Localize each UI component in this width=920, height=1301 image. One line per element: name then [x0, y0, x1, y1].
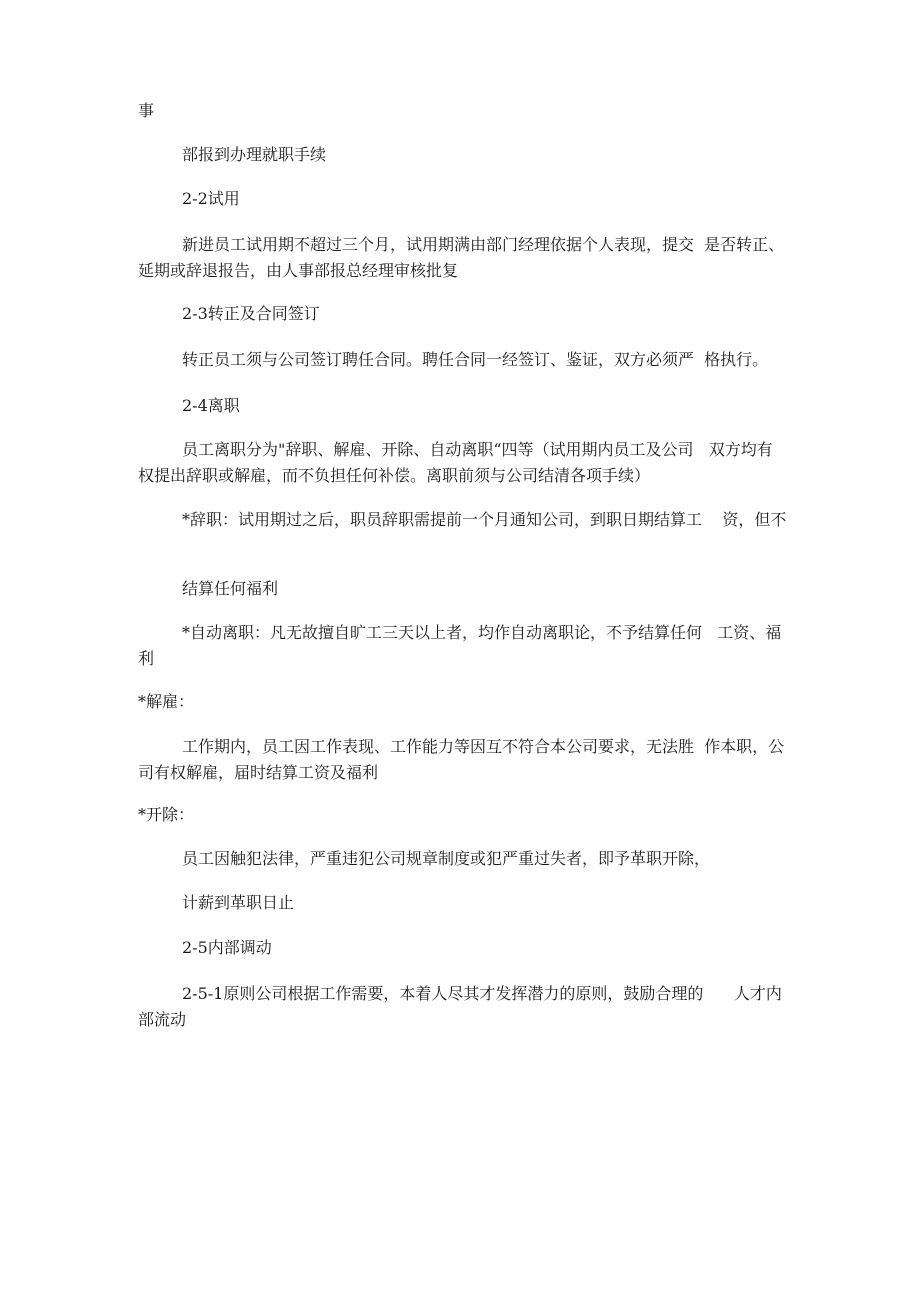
paragraph-resignation-types: 员工离职分为"辞职、解雇、开除、自动离职“四等（试用期内员工及公司 双方均有权提出辞职或解雇，而不负担任何补偿。离职前须与公司结清各项手续）	[138, 440, 773, 485]
text-line-registration: 部报到办理就职手续	[182, 145, 327, 164]
paragraph-resignation: *辞职：试用期过之后，职员辞职需提前一个月通知公司，到职日期结算工 资，但不	[182, 510, 787, 529]
paragraph-internal-transfer: 2-5-1原则公司根据工作需要，本着人尽其才发挥潜力的原则，鼓励合理的 人才内部流动	[138, 984, 782, 1029]
section-heading-2-2: 2-2试用	[182, 189, 240, 208]
text-line-salary-end: 计薪到革职日止	[182, 893, 295, 912]
subheading-expulsion: *开除：	[138, 805, 195, 824]
section-heading-2-4: 2-4离职	[182, 396, 240, 415]
subheading-dismissal: *解雇：	[138, 692, 195, 711]
paragraph-automatic-leave: *自动离职：凡无故擅自旷工三天以上者，均作自动离职论，不予结算任何 工资、福利	[138, 623, 782, 668]
paragraph-probation: 新进员工试用期不超过三个月，试用期满由部门经理依据个人表现，提交 是否转正、延期或辞退报告，由人事部报总经理审核批复	[138, 235, 785, 280]
section-heading-2-3: 2-3转正及合同签订	[182, 304, 320, 323]
paragraph-contract: 转正员工须与公司签订聘任合同。聘任合同一经签订、鉴证，双方必须严 格执行。	[182, 350, 769, 369]
section-heading-2-5: 2-5内部调动	[182, 938, 272, 957]
text-line-no-benefits: 结算任何福利	[182, 579, 279, 598]
paragraph-expulsion: 员工因触犯法律，严重违犯公司规章制度或犯严重过失者，即予革职开除，	[182, 849, 711, 868]
text-line-fragment: 事	[138, 101, 155, 120]
paragraph-dismissal: 工作期内，员工因工作表现、工作能力等因互不符合本公司要求，无法胜 作本职，公司有权解雇，届时结算工资及福利	[138, 737, 785, 782]
